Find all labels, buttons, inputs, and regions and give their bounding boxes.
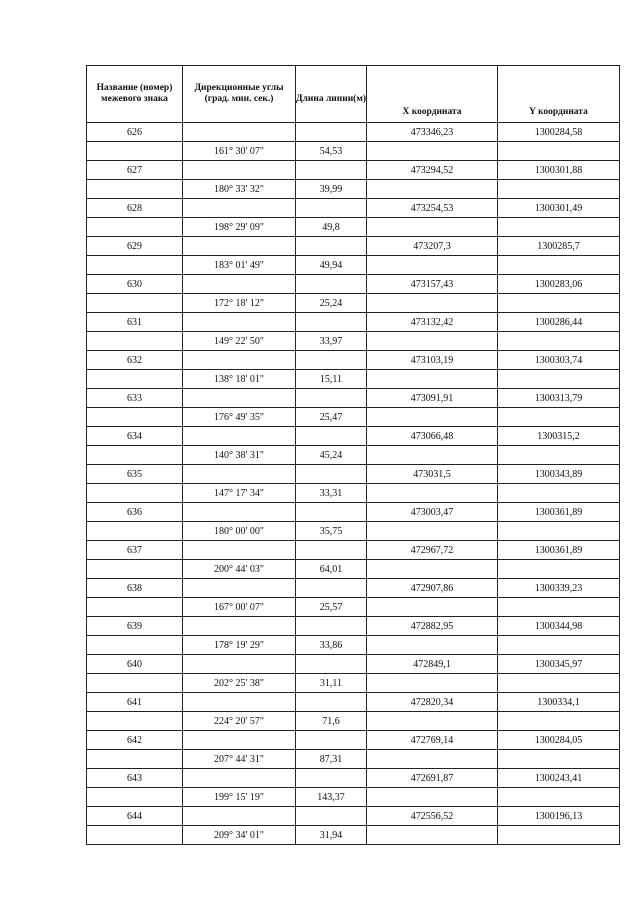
line-length-cell: 64,01 — [296, 560, 367, 579]
x-coordinate-cell-empty — [367, 522, 498, 541]
y-coordinate-cell-empty — [498, 332, 620, 351]
y-coordinate-cell: 1300285,7 — [498, 237, 620, 256]
x-coordinate-cell-empty — [367, 674, 498, 693]
x-coordinate-cell: 472769,14 — [367, 731, 498, 750]
mark-name-cell-empty — [87, 142, 183, 161]
y-coordinate-cell: 1300301,88 — [498, 161, 620, 180]
length-cell-empty — [296, 731, 367, 750]
directional-angle-cell: 149° 22' 50" — [183, 332, 296, 351]
directional-angle-cell: 138° 18' 01" — [183, 370, 296, 389]
y-coordinate-cell-empty — [498, 218, 620, 237]
angle-cell-empty — [183, 351, 296, 370]
y-coordinate-cell-empty — [498, 256, 620, 275]
header-y-coordinate: Y координата — [498, 66, 620, 123]
y-coordinate-cell-empty — [498, 712, 620, 731]
x-coordinate-cell: 472556,52 — [367, 807, 498, 826]
table-row-segment — [87, 446, 620, 465]
y-coordinate-cell-empty — [498, 636, 620, 655]
angle-cell-empty — [183, 769, 296, 788]
mark-name-cell: 638 — [87, 579, 183, 598]
y-coordinate-cell: 1300284,58 — [498, 123, 620, 142]
angle-cell-empty — [183, 541, 296, 560]
mark-name-cell: 636 — [87, 503, 183, 522]
table-row-mark — [87, 693, 620, 712]
x-coordinate-cell: 473157,43 — [367, 275, 498, 294]
x-coordinate-cell: 472907,86 — [367, 579, 498, 598]
y-coordinate-cell-empty — [498, 598, 620, 617]
angle-cell-empty — [183, 199, 296, 218]
x-coordinate-cell-empty — [367, 560, 498, 579]
table-row-mark — [87, 617, 620, 636]
mark-name-cell-empty — [87, 408, 183, 427]
y-coordinate-cell: 1300361,89 — [498, 503, 620, 522]
angle-cell-empty — [183, 427, 296, 446]
mark-name-cell-empty — [87, 560, 183, 579]
table-row-mark — [87, 655, 620, 674]
length-cell-empty — [296, 123, 367, 142]
x-coordinate-cell-empty — [367, 142, 498, 161]
y-coordinate-cell-empty — [498, 484, 620, 503]
y-coordinate-cell-empty — [498, 522, 620, 541]
mark-name-cell-empty — [87, 484, 183, 503]
header-line-length: Длина линии(м) — [296, 66, 367, 123]
y-coordinate-cell-empty — [498, 750, 620, 769]
directional-angle-cell: 180° 33' 32" — [183, 180, 296, 199]
mark-name-cell: 640 — [87, 655, 183, 674]
x-coordinate-cell: 472820,34 — [367, 693, 498, 712]
x-coordinate-cell: 473346,23 — [367, 123, 498, 142]
x-coordinate-cell-empty — [367, 484, 498, 503]
table-row-mark — [87, 503, 620, 522]
table-row-segment — [87, 370, 620, 389]
line-length-cell: 15,11 — [296, 370, 367, 389]
mark-name-cell-empty — [87, 446, 183, 465]
directional-angle-cell: 178° 19' 29" — [183, 636, 296, 655]
line-length-cell: 33,97 — [296, 332, 367, 351]
table-header-row — [87, 66, 620, 123]
directional-angle-cell: 224° 20' 57" — [183, 712, 296, 731]
x-coordinate-cell: 473103,19 — [367, 351, 498, 370]
table-row-mark — [87, 237, 620, 256]
mark-name-cell: 635 — [87, 465, 183, 484]
angle-cell-empty — [183, 731, 296, 750]
mark-name-cell: 644 — [87, 807, 183, 826]
y-coordinate-cell: 1300339,23 — [498, 579, 620, 598]
mark-name-cell-empty — [87, 826, 183, 845]
x-coordinate-cell-empty — [367, 256, 498, 275]
mark-name-cell-empty — [87, 788, 183, 807]
length-cell-empty — [296, 617, 367, 636]
mark-name-cell: 642 — [87, 731, 183, 750]
length-cell-empty — [296, 465, 367, 484]
angle-cell-empty — [183, 275, 296, 294]
table-row-segment — [87, 218, 620, 237]
y-coordinate-cell-empty — [498, 142, 620, 161]
y-coordinate-cell: 1300315,2 — [498, 427, 620, 446]
table-row-mark — [87, 427, 620, 446]
length-cell-empty — [296, 351, 367, 370]
mark-name-cell-empty — [87, 294, 183, 313]
angle-cell-empty — [183, 313, 296, 332]
line-length-cell: 25,57 — [296, 598, 367, 617]
x-coordinate-cell-empty — [367, 332, 498, 351]
mark-name-cell-empty — [87, 370, 183, 389]
x-coordinate-cell-empty — [367, 370, 498, 389]
y-coordinate-cell: 1300283,06 — [498, 275, 620, 294]
line-length-cell: 33,31 — [296, 484, 367, 503]
y-coordinate-cell: 1300343,89 — [498, 465, 620, 484]
table-row-segment — [87, 522, 620, 541]
table-row-mark — [87, 541, 620, 560]
mark-name-cell-empty — [87, 332, 183, 351]
length-cell-empty — [296, 541, 367, 560]
angle-cell-empty — [183, 161, 296, 180]
y-coordinate-cell-empty — [498, 370, 620, 389]
directional-angle-cell: 198° 29' 09" — [183, 218, 296, 237]
x-coordinate-cell-empty — [367, 446, 498, 465]
x-coordinate-cell: 473254,53 — [367, 199, 498, 218]
x-coordinate-cell-empty — [367, 826, 498, 845]
length-cell-empty — [296, 693, 367, 712]
x-coordinate-cell: 473031,5 — [367, 465, 498, 484]
table-row-mark — [87, 769, 620, 788]
table-row-segment — [87, 294, 620, 313]
x-coordinate-cell: 473003,47 — [367, 503, 498, 522]
angle-cell-empty — [183, 123, 296, 142]
table-row-mark — [87, 313, 620, 332]
x-coordinate-cell: 473207,3 — [367, 237, 498, 256]
angle-cell-empty — [183, 655, 296, 674]
boundary-marks-table — [86, 65, 620, 845]
angle-cell-empty — [183, 237, 296, 256]
table-row-segment — [87, 712, 620, 731]
directional-angle-cell: 209° 34' 01" — [183, 826, 296, 845]
y-coordinate-cell: 1300334,1 — [498, 693, 620, 712]
y-coordinate-cell-empty — [498, 408, 620, 427]
mark-name-cell-empty — [87, 750, 183, 769]
directional-angle-cell: 199° 15' 19" — [183, 788, 296, 807]
mark-name-cell: 629 — [87, 237, 183, 256]
mark-name-cell: 637 — [87, 541, 183, 560]
line-length-cell: 143,37 — [296, 788, 367, 807]
y-coordinate-cell: 1300345,97 — [498, 655, 620, 674]
directional-angle-cell: 202° 25' 38" — [183, 674, 296, 693]
table-row-segment — [87, 636, 620, 655]
table-row-segment — [87, 256, 620, 275]
table-row-mark — [87, 389, 620, 408]
mark-name-cell-empty — [87, 598, 183, 617]
angle-cell-empty — [183, 693, 296, 712]
mark-name-cell: 633 — [87, 389, 183, 408]
y-coordinate-cell-empty — [498, 180, 620, 199]
x-coordinate-cell: 473091,91 — [367, 389, 498, 408]
y-coordinate-cell-empty — [498, 788, 620, 807]
table-row-segment — [87, 142, 620, 161]
directional-angle-cell: 176° 49' 35" — [183, 408, 296, 427]
line-length-cell: 87,31 — [296, 750, 367, 769]
table-row-segment — [87, 750, 620, 769]
mark-name-cell: 641 — [87, 693, 183, 712]
angle-cell-empty — [183, 617, 296, 636]
y-coordinate-cell: 1300303,74 — [498, 351, 620, 370]
length-cell-empty — [296, 237, 367, 256]
table-row-segment — [87, 332, 620, 351]
x-coordinate-cell-empty — [367, 750, 498, 769]
length-cell-empty — [296, 275, 367, 294]
table-row-mark — [87, 275, 620, 294]
mark-name-cell: 631 — [87, 313, 183, 332]
x-coordinate-cell-empty — [367, 218, 498, 237]
table-row-segment — [87, 484, 620, 503]
x-coordinate-cell: 473066,48 — [367, 427, 498, 446]
length-cell-empty — [296, 427, 367, 446]
line-length-cell: 54,53 — [296, 142, 367, 161]
directional-angle-cell: 200° 44' 03" — [183, 560, 296, 579]
directional-angle-cell: 147° 17' 34" — [183, 484, 296, 503]
line-length-cell: 31,94 — [296, 826, 367, 845]
header-directional-angles: Дирекционные углы (град. мин. сек.) — [183, 66, 296, 123]
table-body — [87, 123, 620, 845]
table-row-segment — [87, 826, 620, 845]
length-cell-empty — [296, 199, 367, 218]
directional-angle-cell: 183° 01' 49" — [183, 256, 296, 275]
y-coordinate-cell: 1300284,05 — [498, 731, 620, 750]
table-row-mark — [87, 161, 620, 180]
table-row-segment — [87, 560, 620, 579]
table-row-mark — [87, 807, 620, 826]
x-coordinate-cell-empty — [367, 180, 498, 199]
directional-angle-cell: 161° 30' 07" — [183, 142, 296, 161]
x-coordinate-cell-empty — [367, 598, 498, 617]
x-coordinate-cell-empty — [367, 712, 498, 731]
directional-angle-cell: 207° 44' 31" — [183, 750, 296, 769]
y-coordinate-cell: 1300301,49 — [498, 199, 620, 218]
line-length-cell: 33,86 — [296, 636, 367, 655]
mark-name-cell-empty — [87, 218, 183, 237]
mark-name-cell: 626 — [87, 123, 183, 142]
y-coordinate-cell: 1300344,98 — [498, 617, 620, 636]
mark-name-cell: 628 — [87, 199, 183, 218]
table-row-mark — [87, 731, 620, 750]
mark-name-cell: 634 — [87, 427, 183, 446]
length-cell-empty — [296, 161, 367, 180]
angle-cell-empty — [183, 465, 296, 484]
y-coordinate-cell: 1300196,13 — [498, 807, 620, 826]
table-row-mark — [87, 579, 620, 598]
mark-name-cell-empty — [87, 712, 183, 731]
table-row-segment — [87, 788, 620, 807]
y-coordinate-cell: 1300361,89 — [498, 541, 620, 560]
line-length-cell: 71,6 — [296, 712, 367, 731]
directional-angle-cell: 180° 00' 00" — [183, 522, 296, 541]
mark-name-cell: 627 — [87, 161, 183, 180]
x-coordinate-cell: 473294,52 — [367, 161, 498, 180]
angle-cell-empty — [183, 579, 296, 598]
mark-name-cell: 632 — [87, 351, 183, 370]
y-coordinate-cell-empty — [498, 826, 620, 845]
table-row-mark — [87, 351, 620, 370]
mark-name-cell-empty — [87, 522, 183, 541]
mark-name-cell: 643 — [87, 769, 183, 788]
x-coordinate-cell-empty — [367, 408, 498, 427]
angle-cell-empty — [183, 807, 296, 826]
line-length-cell: 25,24 — [296, 294, 367, 313]
table-row-segment — [87, 674, 620, 693]
mark-name-cell-empty — [87, 180, 183, 199]
table-row-mark — [87, 123, 620, 142]
angle-cell-empty — [183, 389, 296, 408]
y-coordinate-cell-empty — [498, 446, 620, 465]
line-length-cell: 31,11 — [296, 674, 367, 693]
y-coordinate-cell: 1300286,44 — [498, 313, 620, 332]
header-mark-name: Название (номер) межевого знака — [87, 66, 183, 123]
line-length-cell: 45,24 — [296, 446, 367, 465]
directional-angle-cell: 172° 18' 12" — [183, 294, 296, 313]
line-length-cell: 25,47 — [296, 408, 367, 427]
length-cell-empty — [296, 503, 367, 522]
y-coordinate-cell-empty — [498, 560, 620, 579]
directional-angle-cell: 167° 00' 07" — [183, 598, 296, 617]
directional-angle-cell: 140° 38' 31" — [183, 446, 296, 465]
table-row-segment — [87, 408, 620, 427]
x-coordinate-cell-empty — [367, 294, 498, 313]
mark-name-cell-empty — [87, 636, 183, 655]
x-coordinate-cell-empty — [367, 788, 498, 807]
length-cell-empty — [296, 579, 367, 598]
mark-name-cell-empty — [87, 674, 183, 693]
y-coordinate-cell-empty — [498, 294, 620, 313]
mark-name-cell: 639 — [87, 617, 183, 636]
length-cell-empty — [296, 389, 367, 408]
mark-name-cell-empty — [87, 256, 183, 275]
angle-cell-empty — [183, 503, 296, 522]
x-coordinate-cell: 472967,72 — [367, 541, 498, 560]
line-length-cell: 39,99 — [296, 180, 367, 199]
mark-name-cell: 630 — [87, 275, 183, 294]
y-coordinate-cell: 1300313,79 — [498, 389, 620, 408]
table-row-mark — [87, 465, 620, 484]
x-coordinate-cell-empty — [367, 636, 498, 655]
x-coordinate-cell: 472691,87 — [367, 769, 498, 788]
length-cell-empty — [296, 769, 367, 788]
table-row-segment — [87, 598, 620, 617]
length-cell-empty — [296, 807, 367, 826]
y-coordinate-cell-empty — [498, 674, 620, 693]
table-row-mark — [87, 199, 620, 218]
line-length-cell: 49,8 — [296, 218, 367, 237]
x-coordinate-cell: 472849,1 — [367, 655, 498, 674]
y-coordinate-cell: 1300243,41 — [498, 769, 620, 788]
header-x-coordinate: X координата — [367, 66, 498, 123]
x-coordinate-cell: 473132,42 — [367, 313, 498, 332]
table-row-segment — [87, 180, 620, 199]
length-cell-empty — [296, 313, 367, 332]
line-length-cell: 35,75 — [296, 522, 367, 541]
x-coordinate-cell: 472882,95 — [367, 617, 498, 636]
line-length-cell: 49,94 — [296, 256, 367, 275]
length-cell-empty — [296, 655, 367, 674]
